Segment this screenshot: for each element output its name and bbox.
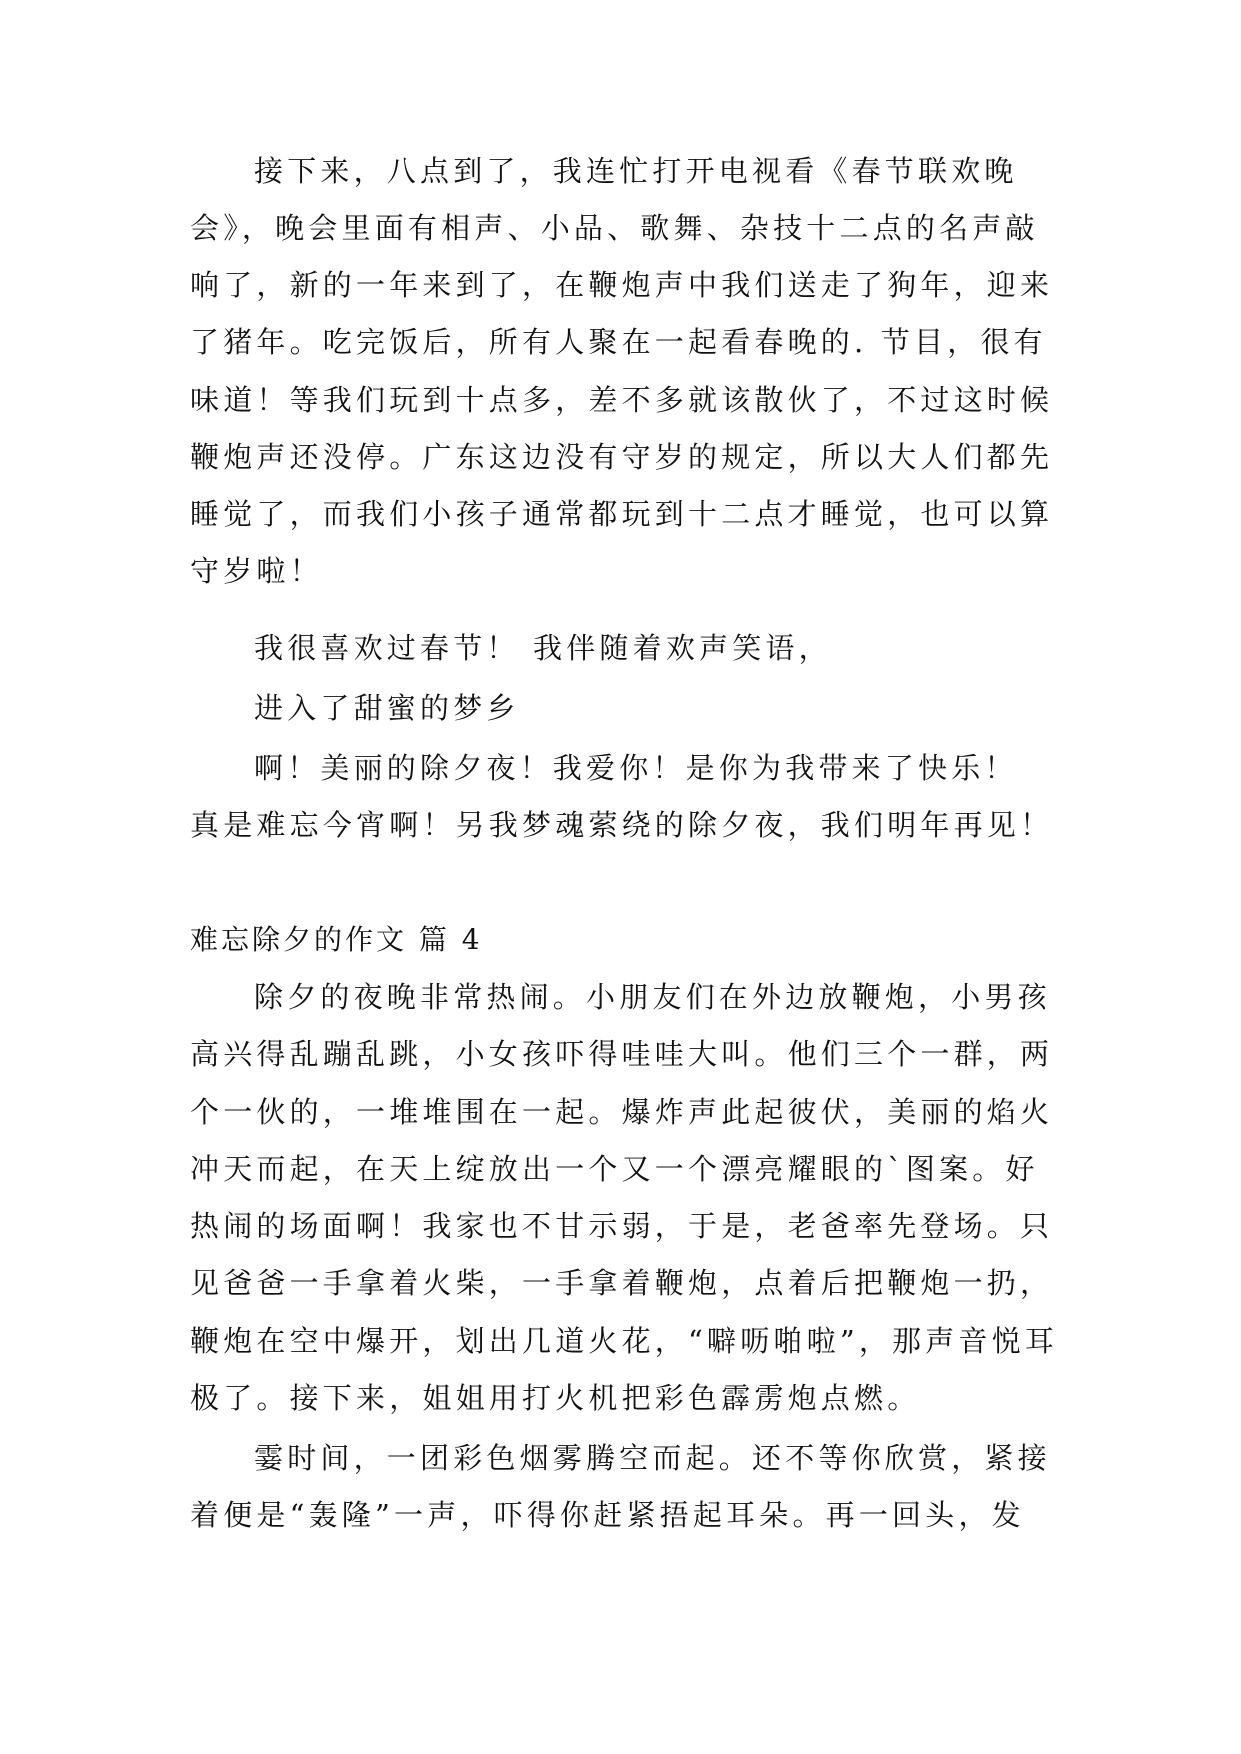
paragraph-line: 见爸爸一手拿着火柴，一手拿着鞭炮，点着后把鞭炮一扔，	[190, 1266, 1054, 1300]
paragraph-line: 啊！美丽的除夕夜！我爱你！是你为我带来了快乐！	[254, 751, 1018, 785]
paragraph-line: 高兴得乱蹦乱跳，小女孩吓得哇哇大叫。他们三个一群，两	[190, 1037, 1054, 1071]
paragraph-line: 鞭炮在空中爆开，划出几道火花，“噼呖啪啦”，那声音悦耳	[190, 1324, 1059, 1358]
paragraph-line: 会》，晚会里面有相声、小品、歌舞、杂技十二点的名声敲	[190, 211, 1039, 245]
paragraph-line: 霎时间，一团彩色烟雾腾空而起。还不等你欣赏，紧接	[254, 1441, 1051, 1475]
paragraph-line: 睡觉了，而我们小孩子通常都玩到十二点才睡觉，也可以算	[190, 497, 1054, 531]
paragraph-line: 除夕的夜晚非常热闹。小朋友们在外边放鞭炮，小男孩	[254, 980, 1051, 1014]
paragraph-line: 冲天而起，在天上绽放出一个又一个漂亮耀眼的`图案。好	[190, 1152, 1039, 1186]
section-title: 难忘除夕的作文 篇 4	[190, 923, 483, 956]
paragraph-line: 响了，新的一年来到了，在鞭炮声中我们送走了狗年，迎来	[190, 268, 1054, 302]
paragraph-line: 进入了甜蜜的梦乡	[254, 691, 520, 725]
paragraph-line: 真是难忘今宵啊！另我梦魂萦绕的除夕夜，我们明年再见！	[190, 808, 1054, 842]
paragraph-line: 鞭炮声还没停。广东这边没有守岁的规定，所以大人们都先	[190, 440, 1054, 474]
paragraph-line: 了猪年。吃完饭后，所有人聚在一起看春晚的. 节目，很有	[190, 325, 1047, 359]
paragraph-line: 味道！等我们玩到十点多，差不多就该散伙了，不过这时候	[190, 383, 1054, 417]
paragraph-line: 我很喜欢过春节！ 我伴随着欢声笑语，	[254, 631, 832, 665]
paragraph-line: 极了。接下来，姐姐用打火机把彩色霹雳炮点燃。	[190, 1381, 921, 1415]
paragraph-line: 热闹的场面啊！我家也不甘示弱，于是，老爸率先登场。只	[190, 1209, 1054, 1243]
paragraph-line: 个一伙的，一堆堆围在一起。爆炸声此起彼伏，美丽的焰火	[190, 1095, 1054, 1129]
paragraph-line: 着便是“轰隆”一声，吓得你赶紧捂起耳朵。再一回头，发	[190, 1498, 1025, 1532]
paragraph-line: 守岁啦！	[190, 554, 323, 588]
paragraph-line: 接下来，八点到了，我连忙打开电视看《春节联欢晚	[254, 154, 1018, 188]
